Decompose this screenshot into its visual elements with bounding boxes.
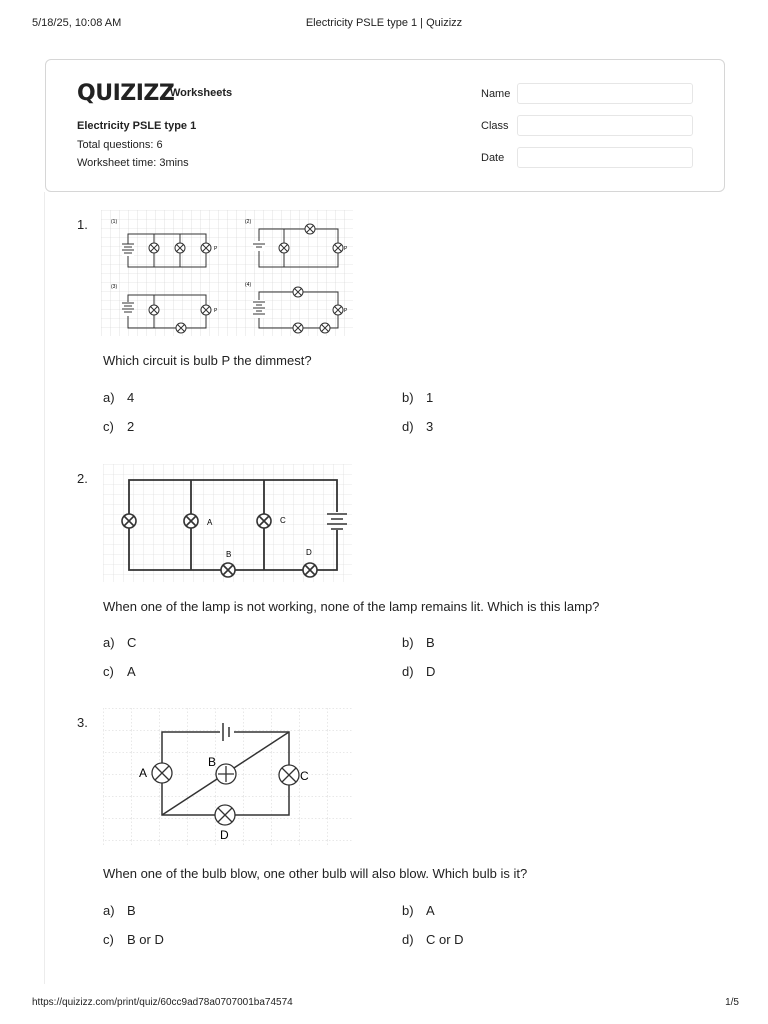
option-letter: d) (402, 664, 414, 679)
option-text: C or D (426, 932, 464, 947)
bulb-a-label: A (139, 766, 148, 780)
option-letter: c) (103, 419, 114, 434)
page-edge (44, 192, 45, 984)
answer-option[interactable] (402, 635, 435, 650)
print-date: 5/18/25, 10:08 AM (32, 17, 122, 29)
question-text: When one of the bulb blow, one other bulb will also blow. Which bulb is it? (103, 866, 528, 881)
answer-option[interactable] (103, 419, 134, 434)
worksheet-time: Worksheet time: 3mins (77, 157, 189, 169)
bulb-p-label-3: P (214, 308, 218, 314)
option-text: D (426, 664, 436, 679)
quizizz-logo: QUIZIZZ (77, 81, 175, 106)
bulb-p-label-2: P (344, 246, 348, 252)
answer-option[interactable] (402, 903, 435, 918)
option-letter: b) (402, 635, 414, 650)
print-footer (32, 997, 739, 1008)
answer-option[interactable] (103, 390, 134, 405)
lamp-b-label: B (226, 550, 232, 559)
circuit-4-label: (4) (245, 282, 252, 288)
option-letter: d) (402, 419, 414, 434)
answer-option[interactable] (103, 932, 164, 947)
name-field[interactable] (517, 83, 693, 104)
option-text: 1 (426, 390, 434, 405)
logo-subtitle: Worksheets (170, 87, 233, 99)
page-number: 1/5 (725, 997, 739, 1008)
option-text: 4 (127, 390, 135, 405)
class-label: Class (481, 120, 509, 132)
total-questions: Total questions: 6 (77, 139, 163, 151)
option-text: A (127, 664, 136, 679)
bulb-p-label-1: P (214, 246, 218, 252)
option-text: B (426, 635, 435, 650)
option-text: A (426, 903, 435, 918)
question-text: Which circuit is bulb P the dimmest? (103, 353, 312, 368)
question-number: 1. (77, 217, 88, 232)
bulb-c-label: C (300, 769, 309, 783)
option-text: B (127, 903, 136, 918)
class-field[interactable] (517, 115, 693, 136)
option-text: B or D (127, 932, 164, 947)
option-letter: b) (402, 390, 414, 405)
print-title: Electricity PSLE type 1 | Quizizz (305, 17, 463, 29)
answer-option[interactable] (402, 664, 435, 679)
circuit-1-label: (1) (111, 219, 118, 225)
option-letter: b) (402, 903, 414, 918)
bulb-b-label: B (208, 755, 217, 769)
answer-option[interactable] (103, 664, 136, 679)
date-field[interactable] (517, 147, 693, 168)
bulb-p-label-4: P (344, 308, 348, 314)
option-text: C (127, 635, 137, 650)
name-label: Name (481, 88, 511, 100)
question-3-circuit-figure (103, 708, 353, 846)
question-text: When one of the lamp is not working, none of the lamp remains lit. Which is this lamp? (103, 599, 600, 614)
option-letter: c) (103, 664, 114, 679)
lamp-c-label: C (280, 516, 286, 525)
circuit-3-label: (3) (111, 284, 118, 290)
answer-option[interactable] (402, 419, 433, 434)
question-2-circuit-figure (103, 464, 352, 582)
option-letter: a) (103, 390, 115, 405)
print-url: https://quizizz.com/print/quiz/60cc9ad78a0707001ba74574 (32, 997, 293, 1008)
worksheet-title: Electricity PSLE type 1 (77, 120, 197, 132)
answer-option[interactable] (402, 932, 464, 947)
lamp-a-label: A (207, 518, 213, 527)
option-letter: a) (103, 635, 115, 650)
answer-option[interactable] (103, 903, 136, 918)
print-header (32, 17, 736, 31)
option-letter: d) (402, 932, 414, 947)
lamp-d-label: D (306, 548, 312, 557)
option-text: 3 (426, 419, 434, 434)
question-number: 2. (77, 471, 88, 486)
date-label: Date (481, 152, 505, 164)
question-number: 3. (77, 715, 88, 730)
answer-option[interactable] (402, 390, 433, 405)
bulb-d-label: D (220, 828, 229, 842)
option-text: 2 (127, 419, 135, 434)
circuit-2-label: (2) (245, 219, 252, 225)
question-1-circuit-figure (101, 210, 353, 336)
option-letter: a) (103, 903, 115, 918)
answer-option[interactable] (103, 635, 136, 650)
option-letter: c) (103, 932, 114, 947)
worksheet-header-card (45, 59, 725, 192)
